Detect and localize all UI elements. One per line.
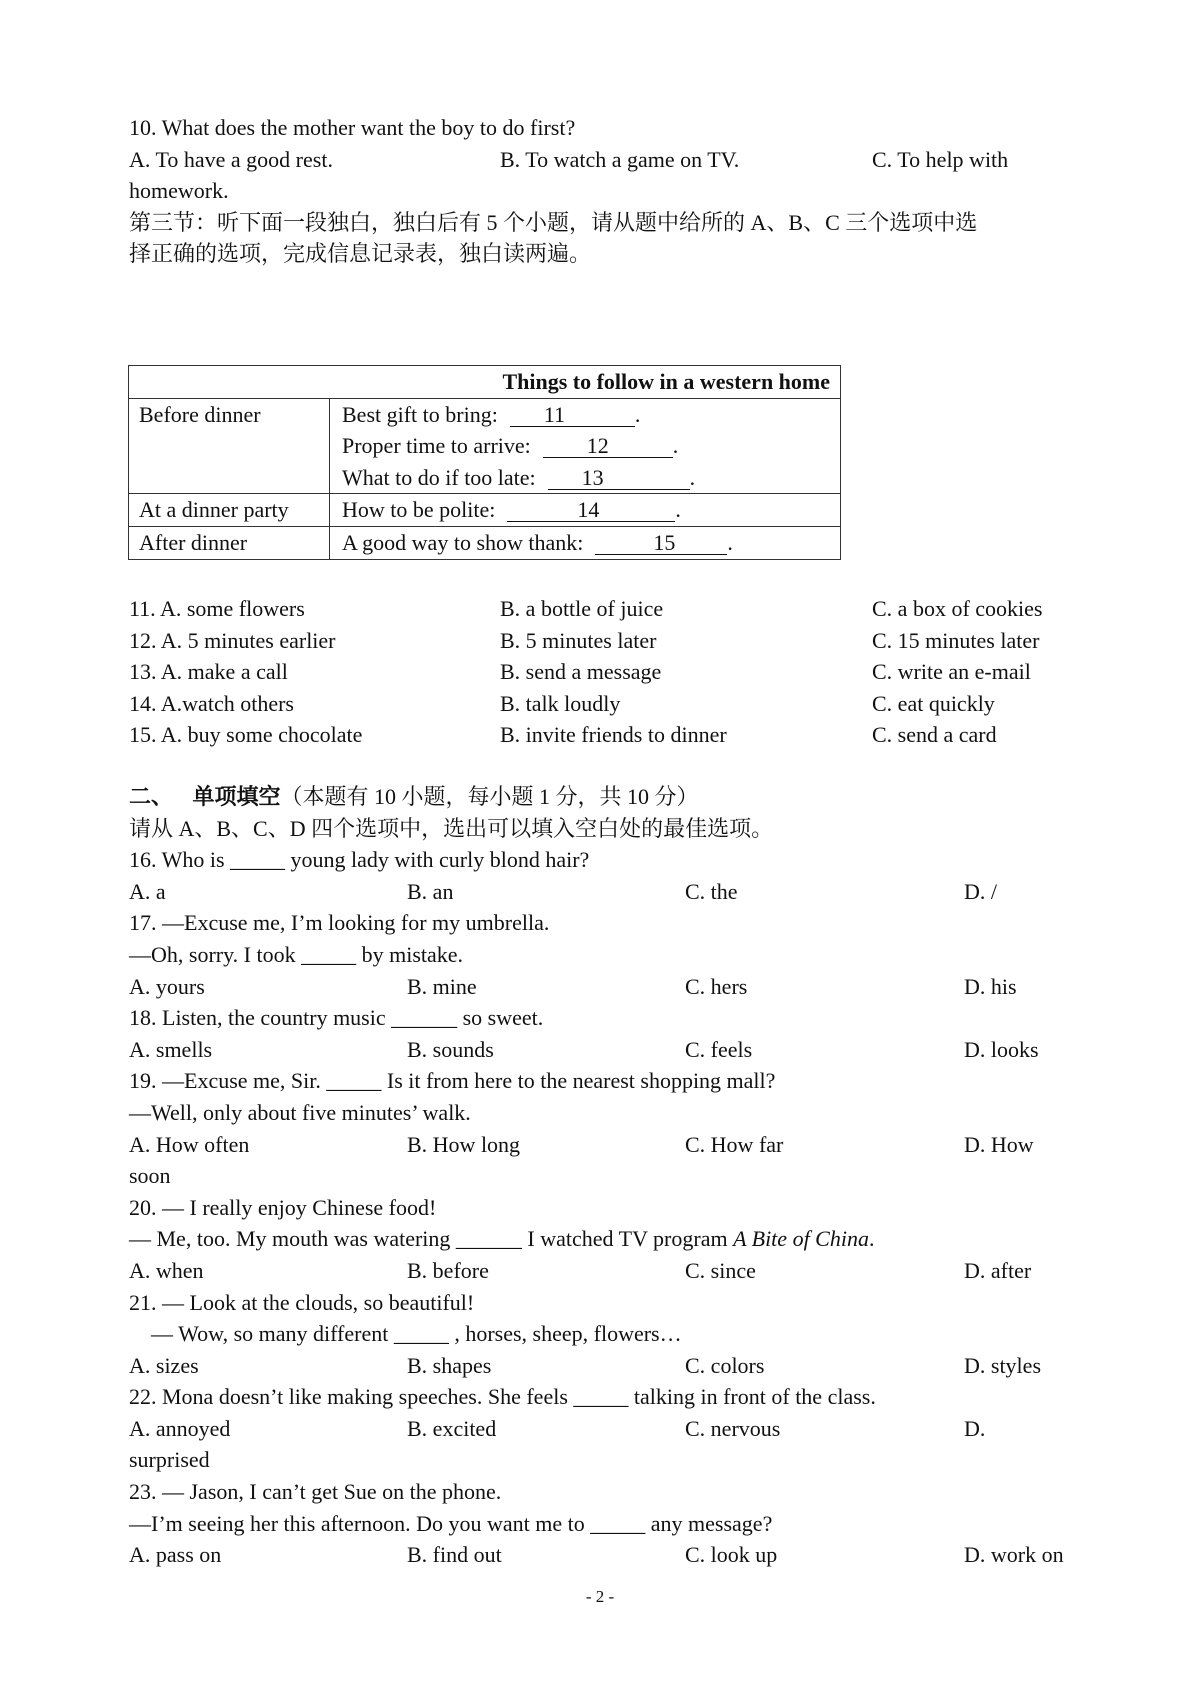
option-c-continuation: homework. <box>129 178 229 204</box>
answer-blank: 11 <box>510 404 635 427</box>
option-c: C. the <box>685 878 738 904</box>
section3-instruction-line1: 第三节：听下面一段独白，独白后有 5 个小题，请从题中给所的 A、B、C 三个选项中选 <box>129 209 978 235</box>
option-b: B. find out <box>407 1542 502 1568</box>
option-c: C. nervous <box>685 1415 781 1441</box>
listening-block <box>129 112 1160 270</box>
option-c: C. colors <box>685 1352 765 1378</box>
table-item <box>342 494 840 526</box>
question-stem: —I’m seeing her this afternoon. Do you want me to _____ any message? <box>129 1510 773 1536</box>
table-row <box>129 398 841 494</box>
option-a: A. To have a good rest. <box>129 146 333 172</box>
stage-cell: After dinner <box>129 526 330 559</box>
option-a: 13. A. make a call <box>129 659 288 685</box>
answer-blank: 12 <box>543 435 673 458</box>
option-d: D. <box>964 1415 986 1441</box>
option-a: A. when <box>129 1257 204 1283</box>
table-item <box>342 462 840 494</box>
option-row <box>129 1129 1160 1161</box>
option-row <box>129 1255 1160 1287</box>
option-row <box>129 1350 1160 1382</box>
program-title: A Bite of China <box>733 1226 869 1252</box>
question-10-stem: 10. What does the mother want the boy to do first? <box>129 115 576 140</box>
question-stem: —Well, only about five minutes’ walk. <box>129 1099 471 1125</box>
item-end: . <box>689 464 696 490</box>
option-c: C. hers <box>685 973 748 999</box>
question-stem: 21. — Look at the clouds, so beautiful! <box>129 1289 475 1315</box>
option-row <box>129 625 1160 657</box>
option-d: D. / <box>964 878 997 904</box>
option-row <box>129 1413 1160 1445</box>
option-row <box>129 1034 1160 1066</box>
item-label: Proper time to arrive: <box>342 433 531 459</box>
question-stem: 23. — Jason, I can’t get Sue on the phone. <box>129 1479 502 1505</box>
option-a: A. yours <box>129 973 205 999</box>
stem-text: — Me, too. My mouth was watering ______ I watched TV program <box>129 1226 734 1252</box>
option-b: B. shapes <box>407 1352 492 1378</box>
option-b: B. sounds <box>407 1036 494 1062</box>
option-d-continuation: soon <box>129 1163 171 1189</box>
option-a: 12. A. 5 minutes earlier <box>129 627 336 653</box>
answer-blank: 14 <box>507 499 675 522</box>
option-a: A. How often <box>129 1131 250 1157</box>
table-row <box>129 494 841 527</box>
option-row <box>129 688 1160 720</box>
table-item <box>342 399 840 431</box>
option-row <box>129 656 1160 688</box>
option-b: B. a bottle of juice <box>500 596 664 621</box>
option-d: D. his <box>964 973 1017 999</box>
items-cell <box>330 398 841 494</box>
option-b: B. send a message <box>500 659 662 685</box>
items-cell <box>330 526 841 559</box>
option-row <box>129 593 1160 625</box>
option-c: C. look up <box>685 1542 778 1568</box>
option-c: C. a box of cookies <box>872 596 1043 621</box>
stage-cell: Before dinner <box>129 398 330 494</box>
option-d: D. looks <box>964 1036 1039 1062</box>
option-c: C. How far <box>685 1131 784 1157</box>
info-record-table <box>128 365 841 560</box>
option-row <box>129 1539 1160 1571</box>
answer-blank: 15 <box>595 532 727 555</box>
option-c: C. feels <box>685 1036 753 1062</box>
table-title: Things to follow in a western home <box>129 366 841 399</box>
stem-end: . <box>868 1226 875 1252</box>
question-10-options <box>129 144 1160 176</box>
option-d: D. work on <box>964 1542 1064 1568</box>
item-end: . <box>675 497 681 523</box>
item-end: . <box>727 529 733 555</box>
option-a: A. smells <box>129 1036 213 1062</box>
part2-note: （本题有 10 小题，每小题 1 分，共 10 分） <box>280 784 699 809</box>
item-end: . <box>672 433 679 459</box>
option-c: C. eat quickly <box>872 690 995 716</box>
option-b: B. excited <box>407 1415 497 1441</box>
option-b: B. talk loudly <box>500 690 621 716</box>
stage-cell: At a dinner party <box>129 494 330 527</box>
option-d: D. styles <box>964 1352 1041 1378</box>
question-stem: 17. —Excuse me, I’m looking for my umbrella. <box>129 910 550 936</box>
option-a: 14. A.watch others <box>129 690 294 716</box>
item-label: Best gift to bring: <box>342 401 498 427</box>
item-end: . <box>634 401 641 427</box>
section3-instruction-line2: 择正确的选项，完成信息记录表，独白读两遍。 <box>129 241 592 267</box>
item-label: How to be polite: <box>342 497 496 523</box>
option-b: B. mine <box>407 973 477 999</box>
option-b: B. 5 minutes later <box>500 627 657 653</box>
option-c: C. 15 minutes later <box>872 627 1040 653</box>
part2-instruction: 请从 A、B、C、D 四个选项中，选出可以填入空白处的最佳选项。 <box>129 815 774 841</box>
option-a: A. a <box>129 878 166 904</box>
option-a: 15. A. buy some chocolate <box>129 722 363 748</box>
option-row <box>129 876 1160 908</box>
option-row <box>129 971 1160 1003</box>
table-item <box>342 430 840 462</box>
question-stem: 19. —Excuse me, Sir. _____ Is it from here to the nearest shopping mall? <box>129 1068 776 1094</box>
part2-number: 二、 <box>129 784 174 809</box>
option-b: B. invite friends to dinner <box>500 722 727 748</box>
option-a: A. annoyed <box>129 1415 231 1441</box>
page-number: - 2 - <box>585 1587 615 1606</box>
question-stem: —Oh, sorry. I took _____ by mistake. <box>129 941 464 967</box>
option-d: D. after <box>964 1257 1032 1283</box>
option-b: B. an <box>407 878 454 904</box>
option-b: B. To watch a game on TV. <box>500 146 740 172</box>
question-stem: 18. Listen, the country music ______ so sweet. <box>129 1005 544 1031</box>
option-b: B. How long <box>407 1131 521 1157</box>
option-d: D. How <box>964 1131 1034 1157</box>
question-stem: 16. Who is _____ young lady with curly blond hair? <box>129 847 590 873</box>
table-item <box>342 527 840 559</box>
option-d-continuation: surprised <box>129 1447 210 1473</box>
answer-blank: 13 <box>548 467 690 490</box>
options-11-15 <box>129 593 1160 751</box>
part2-block <box>129 781 1160 1571</box>
option-c: C. since <box>685 1257 756 1283</box>
question-stem <box>129 1223 1160 1255</box>
table-row <box>129 526 841 559</box>
part2-title: 单项填空 <box>192 784 281 809</box>
option-c: C. write an e-mail <box>872 659 1031 685</box>
option-a: A. sizes <box>129 1352 199 1378</box>
option-b: B. before <box>407 1257 489 1283</box>
option-a: 11. A. some flowers <box>129 596 305 621</box>
option-c: C. send a card <box>872 722 997 748</box>
question-stem: 20. — I really enjoy Chinese food! <box>129 1194 437 1220</box>
option-c: C. To help with <box>872 146 1009 172</box>
item-label: What to do if too late: <box>342 464 536 490</box>
option-a: A. pass on <box>129 1542 222 1568</box>
item-label: A good way to show thank: <box>342 529 584 555</box>
question-stem: 22. Mona doesn’t like making speeches. She feels _____ talking in front of the class. <box>129 1384 876 1410</box>
table-header-row <box>129 366 841 399</box>
items-cell <box>330 494 841 527</box>
option-row <box>129 719 1160 751</box>
question-stem: — Wow, so many different _____ , horses, sheep, flowers… <box>151 1321 682 1347</box>
part2-heading <box>129 781 1160 813</box>
